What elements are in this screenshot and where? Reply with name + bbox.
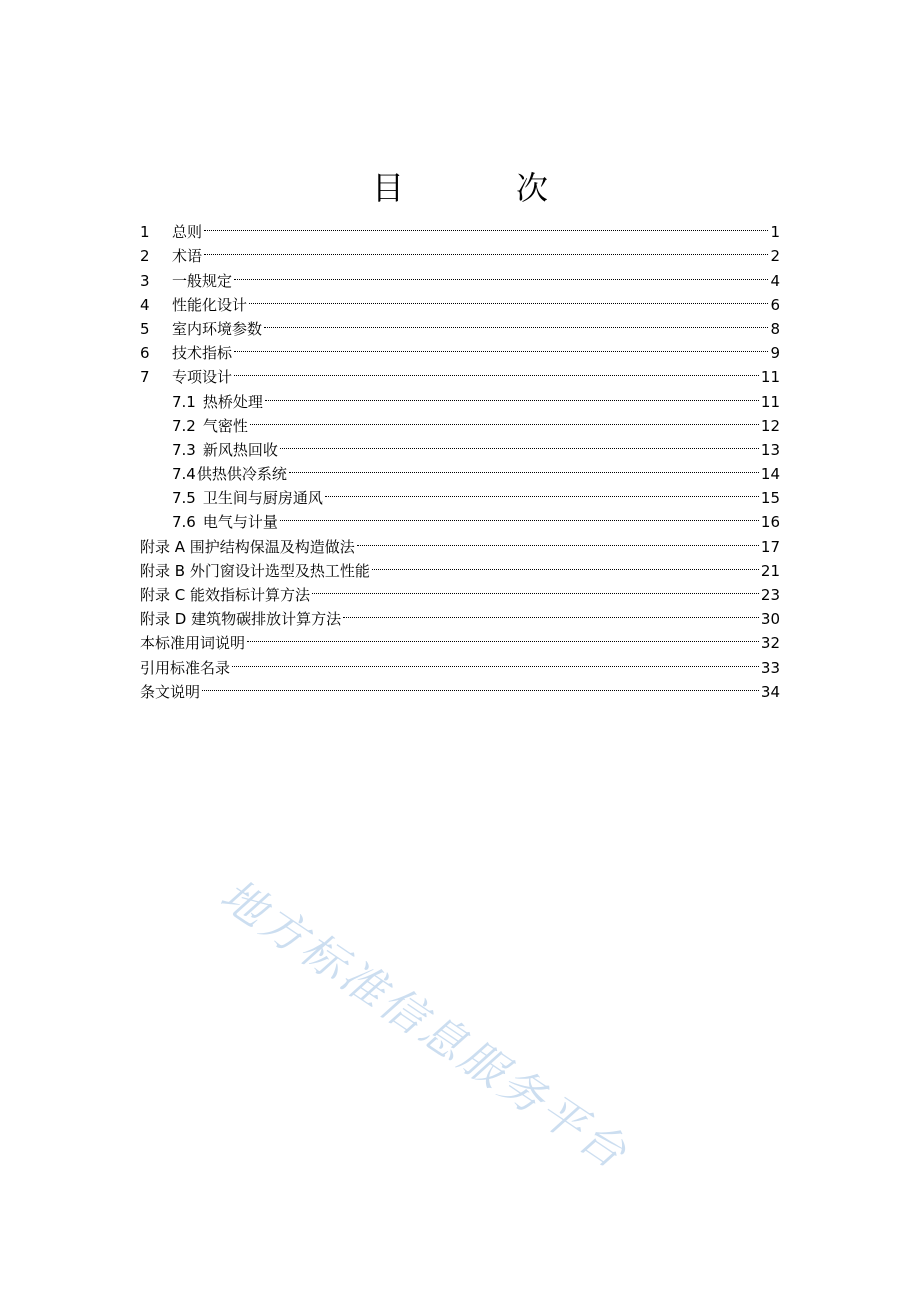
toc-page: 8 bbox=[770, 319, 780, 338]
toc-page: 2 bbox=[770, 247, 780, 266]
toc-title: 性能化设计 bbox=[172, 295, 248, 314]
toc-number: 7.4 bbox=[172, 465, 196, 484]
toc-page: 4 bbox=[770, 271, 780, 290]
dot-leader bbox=[204, 213, 768, 237]
toc-page: 33 bbox=[760, 658, 780, 677]
dot-leader bbox=[234, 358, 759, 382]
toc-title: 总则 bbox=[172, 223, 203, 242]
toc-page: 16 bbox=[760, 513, 780, 532]
toc-number: 7 bbox=[140, 368, 150, 387]
toc-number: 1 bbox=[140, 223, 150, 242]
toc-title: 室内环境参数 bbox=[172, 319, 263, 338]
toc-item-3[interactable] bbox=[140, 261, 780, 290]
dot-leader bbox=[280, 431, 759, 455]
toc-page: 11 bbox=[760, 368, 780, 387]
toc-page: 12 bbox=[760, 416, 780, 435]
dot-leader bbox=[247, 624, 759, 648]
toc-item-explanation[interactable] bbox=[140, 673, 780, 701]
page-title: 目 次 bbox=[371, 169, 588, 207]
toc-page: 6 bbox=[770, 295, 780, 314]
table-of-contents bbox=[140, 213, 780, 701]
toc-page: 14 bbox=[760, 465, 780, 484]
toc-page: 21 bbox=[760, 561, 780, 580]
toc-title: 一般规定 bbox=[172, 271, 233, 290]
dot-leader bbox=[250, 407, 759, 431]
dot-leader bbox=[280, 503, 759, 527]
toc-title: 卫生间与厨房通风 bbox=[202, 489, 323, 508]
toc-item-2[interactable] bbox=[140, 237, 780, 266]
toc-item-7-1[interactable] bbox=[140, 382, 780, 411]
toc-page: 13 bbox=[760, 440, 780, 459]
toc-number: 7.1 bbox=[172, 392, 196, 411]
toc-item-6[interactable] bbox=[140, 334, 780, 363]
toc-title: 术语 bbox=[172, 247, 203, 266]
dot-leader bbox=[232, 648, 759, 672]
toc-number: 6 bbox=[140, 344, 150, 363]
toc-page: 30 bbox=[760, 610, 780, 629]
watermark: 地方标准信息服务平台 bbox=[211, 869, 638, 1181]
toc-title: 引用标准名录 bbox=[140, 658, 231, 677]
toc-page: 23 bbox=[760, 586, 780, 604]
toc-number: 4 bbox=[140, 295, 150, 314]
dot-leader bbox=[265, 382, 759, 406]
toc-title: 新风热回收 bbox=[202, 440, 278, 459]
toc-title: 专项设计 bbox=[172, 368, 233, 387]
dot-leader bbox=[264, 310, 768, 334]
dot-leader bbox=[249, 286, 768, 310]
toc-number: 3 bbox=[140, 271, 150, 290]
toc-page: 9 bbox=[770, 344, 780, 363]
toc-page: 11 bbox=[760, 392, 780, 411]
toc-title: 条文说明 bbox=[140, 682, 201, 701]
toc-title: 技术指标 bbox=[172, 344, 233, 363]
toc-page: 17 bbox=[760, 537, 780, 556]
toc-item-references[interactable] bbox=[140, 648, 780, 677]
toc-page: 1 bbox=[770, 223, 780, 242]
toc-title: 附录 B 外门窗设计选型及热工性能 bbox=[140, 561, 370, 580]
toc-number: 2 bbox=[140, 247, 150, 266]
toc-title: 供热供冷系统 bbox=[196, 465, 287, 484]
toc-item-4[interactable] bbox=[140, 286, 780, 314]
toc-number: 7.3 bbox=[172, 440, 196, 459]
toc-title: 热桥处理 bbox=[202, 392, 263, 411]
toc-item-1[interactable] bbox=[140, 213, 780, 242]
dot-leader bbox=[204, 237, 768, 261]
dot-leader bbox=[289, 455, 759, 479]
toc-title: 气密性 bbox=[202, 416, 248, 435]
toc-page: 15 bbox=[760, 489, 780, 508]
toc-number: 7.5 bbox=[172, 489, 196, 508]
toc-title: 附录 C 能效指标计算方法 bbox=[140, 586, 311, 604]
toc-title: 附录 D 建筑物碳排放计算方法 bbox=[140, 610, 342, 629]
toc-number: 7.6 bbox=[172, 513, 196, 532]
toc-number: 5 bbox=[140, 319, 150, 338]
dot-leader bbox=[202, 673, 759, 697]
toc-title: 电气与计量 bbox=[202, 513, 278, 532]
toc-page: 34 bbox=[760, 682, 780, 701]
dot-leader bbox=[312, 576, 759, 600]
dot-leader bbox=[372, 552, 759, 576]
toc-title: 本标准用词说明 bbox=[140, 634, 246, 653]
toc-number: 7.2 bbox=[172, 416, 196, 435]
toc-page: 32 bbox=[760, 634, 780, 653]
dot-leader bbox=[343, 600, 759, 624]
toc-title: 附录 A 围护结构保温及构造做法 bbox=[140, 537, 355, 556]
dot-leader bbox=[234, 261, 768, 285]
toc-item-7[interactable] bbox=[140, 358, 780, 387]
dot-leader bbox=[357, 527, 759, 551]
dot-leader bbox=[234, 334, 768, 358]
dot-leader bbox=[325, 479, 759, 503]
